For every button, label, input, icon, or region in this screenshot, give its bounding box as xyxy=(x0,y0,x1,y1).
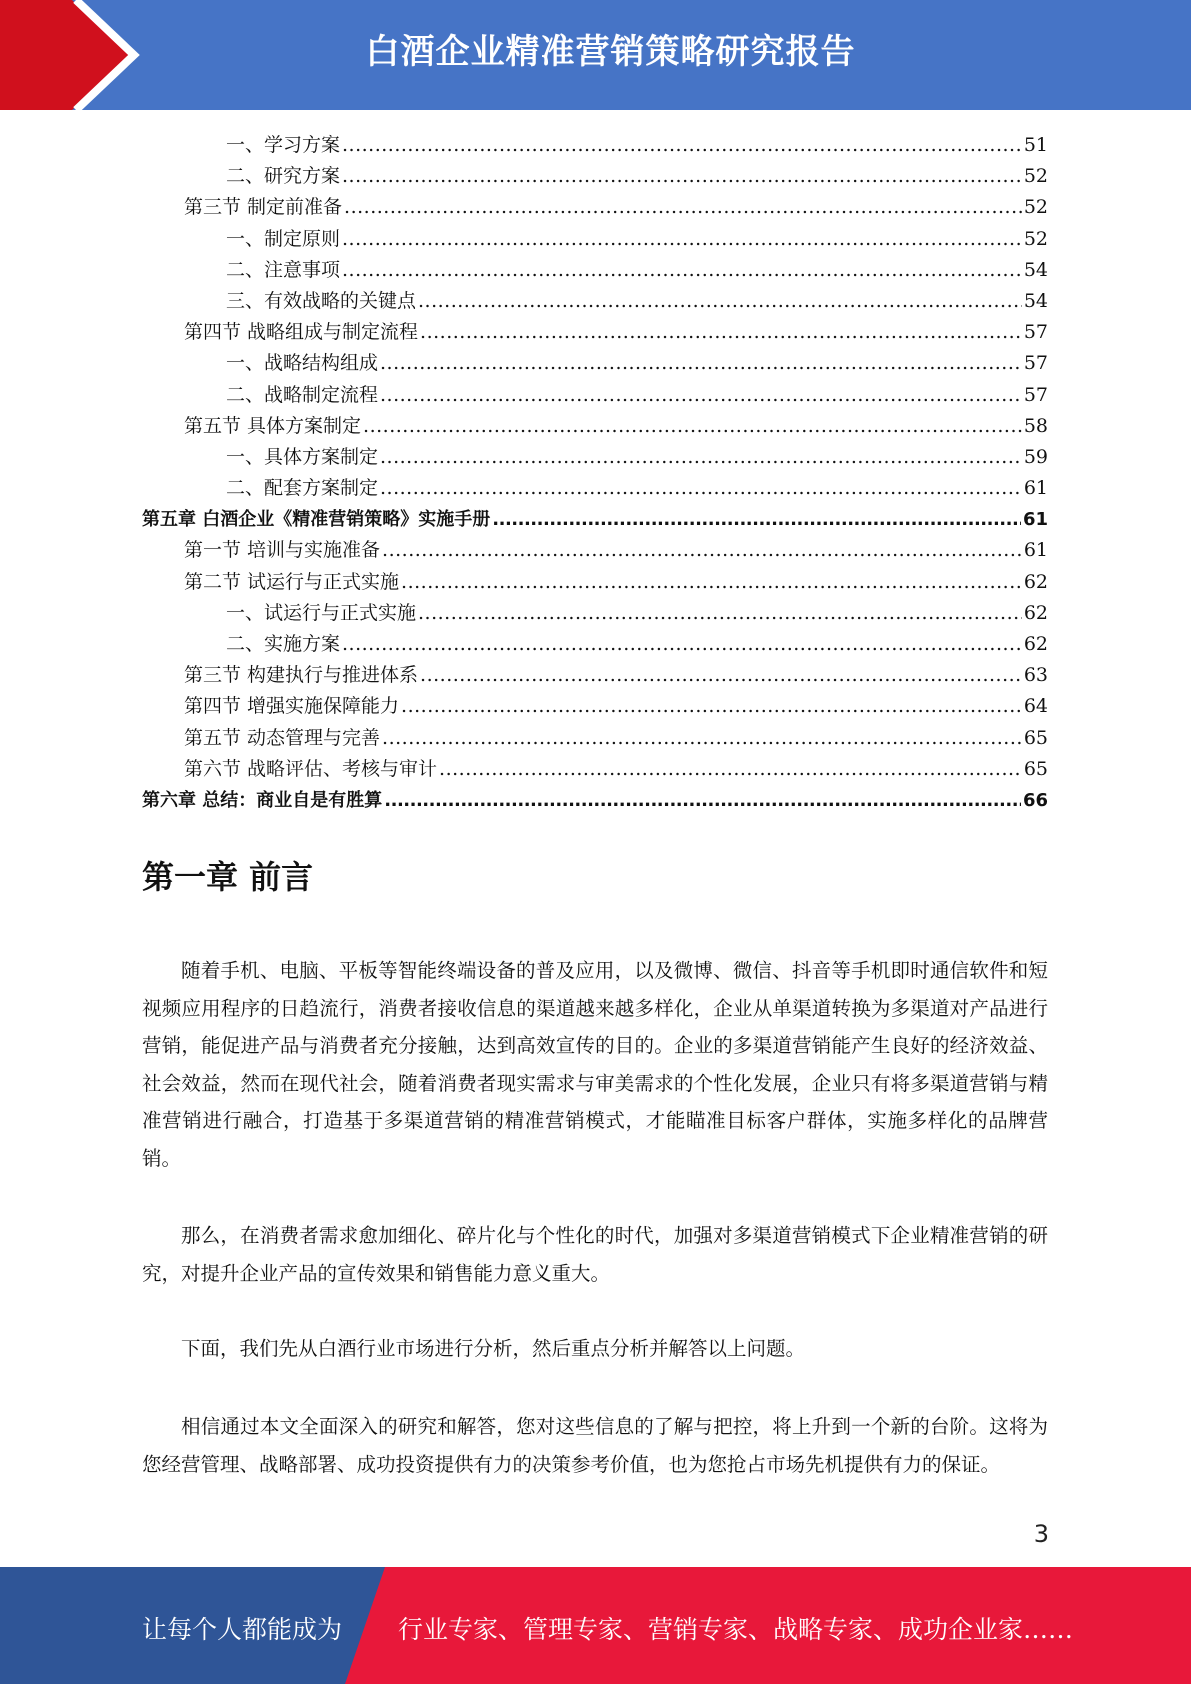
toc-dot-leader xyxy=(384,785,1021,816)
toc-dot-leader xyxy=(342,255,1022,286)
footer-slogan-left: 让每个人都能成为 xyxy=(142,1615,343,1644)
toc-entry-page: 52 xyxy=(1023,165,1048,188)
toc-entry-title: 二、注意事项 xyxy=(226,258,341,281)
toc-entry-page: 57 xyxy=(1023,352,1048,375)
toc-entry[interactable] xyxy=(142,442,1048,473)
footer-slogan-right: 行业专家、管理专家、营销专家、战略专家、成功企业家…… xyxy=(398,1615,1074,1644)
toc-entry-title: 第一节 培训与实施准备 xyxy=(184,539,381,562)
toc-entry-page: 59 xyxy=(1023,445,1048,468)
toc-entry[interactable] xyxy=(142,411,1048,442)
toc-entry-page: 61 xyxy=(1022,509,1048,531)
toc-entry[interactable] xyxy=(142,286,1048,317)
toc-entry-page: 63 xyxy=(1023,664,1048,687)
toc-entry-title: 第六节 战略评估、考核与审计 xyxy=(184,757,438,780)
toc-entry-title: 一、战略结构组成 xyxy=(226,352,379,375)
toc-entry-title: 二、实施方案 xyxy=(226,633,341,655)
toc-entry-page: 51 xyxy=(1023,134,1048,156)
paragraph: 下面，我们先从白酒行业市场进行分析，然后重点分析并解答以上问题。 xyxy=(181,1337,806,1360)
toc-entry[interactable] xyxy=(142,224,1048,255)
toc-entry[interactable] xyxy=(142,723,1048,754)
toc-entry-title: 第五节 动态管理与完善 xyxy=(184,726,381,749)
toc-dot-leader xyxy=(342,629,1022,660)
toc-entry-page: 54 xyxy=(1023,289,1048,312)
toc-dot-leader xyxy=(380,442,1022,473)
toc-entry-page: 57 xyxy=(1023,321,1048,344)
toc-dot-leader xyxy=(342,130,1022,161)
toc-entry[interactable] xyxy=(142,317,1048,348)
toc-dot-leader xyxy=(344,192,1022,223)
toc-entry-page: 52 xyxy=(1023,227,1048,250)
toc-entry-page: 61 xyxy=(1023,539,1048,562)
toc-entry[interactable] xyxy=(142,629,1048,660)
toc-dot-leader xyxy=(420,317,1022,348)
toc-entry-title: 二、配套方案制定 xyxy=(226,477,379,500)
toc-dot-leader xyxy=(420,660,1022,691)
toc-entry-title: 第三节 制定前准备 xyxy=(184,196,343,219)
toc-entry-page: 62 xyxy=(1023,633,1048,655)
toc-entry[interactable] xyxy=(142,473,1048,504)
toc-entry-page: 54 xyxy=(1023,258,1048,281)
toc-entry-page: 52 xyxy=(1023,196,1048,219)
toc-entry-title: 一、制定原则 xyxy=(226,227,341,250)
toc-entry-title: 二、战略制定流程 xyxy=(226,383,379,406)
toc-entry-title: 第二节 试运行与正式实施 xyxy=(184,570,400,593)
toc-entry[interactable] xyxy=(142,598,1048,629)
toc-entry-page: 58 xyxy=(1023,414,1048,437)
toc-entry[interactable] xyxy=(142,660,1048,691)
page-number: 3 xyxy=(1033,1520,1049,1548)
toc-entry-page: 65 xyxy=(1023,726,1048,749)
toc-dot-leader xyxy=(439,754,1022,785)
table-of-contents xyxy=(142,130,1048,816)
toc-entry[interactable] xyxy=(142,567,1048,598)
toc-entry-title: 一、具体方案制定 xyxy=(226,445,379,468)
toc-entry[interactable] xyxy=(142,380,1048,411)
toc-entry-page: 64 xyxy=(1023,695,1048,718)
toc-entry-title: 二、研究方案 xyxy=(226,165,341,188)
toc-entry[interactable] xyxy=(142,535,1048,566)
toc-entry-title: 第四节 战略组成与制定流程 xyxy=(184,321,419,344)
toc-dot-leader xyxy=(363,411,1022,442)
toc-entry-title: 第三节 构建执行与推进体系 xyxy=(184,664,419,687)
toc-entry[interactable] xyxy=(142,691,1048,722)
toc-entry-title: 第六章 总结：商业自是有胜算 xyxy=(142,789,383,811)
toc-entry[interactable] xyxy=(142,348,1048,379)
toc-dot-leader xyxy=(342,161,1022,192)
toc-dot-leader xyxy=(418,598,1022,629)
toc-dot-leader xyxy=(382,723,1022,754)
toc-entry[interactable] xyxy=(142,192,1048,223)
toc-entry[interactable] xyxy=(142,130,1048,161)
toc-dot-leader xyxy=(492,504,1021,535)
page-header xyxy=(0,0,1191,110)
toc-entry-page: 65 xyxy=(1023,757,1048,780)
paragraph: 随着手机、电脑、平板等智能终端设备的普及应用，以及微博、微信、抖音等手机即时通信软件和短视频应用程序的日趋流行，消费者接收信息的渠道越来越多样化，企业从单渠道转换为多渠道对产品进行营销，能促进产品与消费者充分接触，达到高效宣传的目的。企业的多渠道营销能产生良好的经济效益、社会效益，然而在现代社会，随着消费者现实需求与审美需求的个性化发展，企业只有将多渠道营销与精准营销进行融合，打造基于多渠道营销的精准营销模式，才能瞄准目标客户群体，实施多样化的品牌营销。 xyxy=(142,959,1048,1170)
toc-entry-page: 66 xyxy=(1022,789,1048,811)
toc-dot-leader xyxy=(342,224,1022,255)
chapter-title: 第一章 前言 xyxy=(142,858,314,896)
toc-entry-page: 62 xyxy=(1023,570,1048,593)
toc-dot-leader xyxy=(380,473,1022,504)
toc-entry-title: 第四节 增强实施保障能力 xyxy=(184,695,400,718)
toc-dot-leader xyxy=(380,380,1022,411)
toc-entry[interactable] xyxy=(142,754,1048,785)
toc-entry-title: 第五章 白酒企业《精准营销策略》实施手册 xyxy=(142,509,491,531)
toc-dot-leader xyxy=(418,286,1022,317)
toc-dot-leader xyxy=(401,691,1022,722)
toc-entry-page: 62 xyxy=(1023,601,1048,624)
toc-entry-title: 一、学习方案 xyxy=(226,134,341,156)
toc-dot-leader xyxy=(382,535,1022,566)
paragraph: 那么，在消费者需求愈加细化、碎片化与个性化的时代，加强对多渠道营销模式下企业精准营销的研究，对提升企业产品的宣传效果和销售能力意义重大。 xyxy=(142,1224,1048,1285)
toc-dot-leader xyxy=(401,567,1022,598)
toc-dot-leader xyxy=(380,348,1022,379)
report-title: 白酒企业精准营销策略研究报告 xyxy=(365,32,856,72)
toc-entry-page: 57 xyxy=(1023,383,1048,406)
toc-entry[interactable] xyxy=(142,785,1048,816)
toc-entry-page: 61 xyxy=(1023,477,1048,500)
toc-entry-title: 一、试运行与正式实施 xyxy=(226,601,417,624)
toc-entry[interactable] xyxy=(142,161,1048,192)
toc-entry-title: 第五节 具体方案制定 xyxy=(184,414,362,437)
toc-entry-title: 三、有效战略的关键点 xyxy=(226,289,417,312)
paragraph: 相信通过本文全面深入的研究和解答，您对这些信息的了解与把控，将上升到一个新的台阶。这将为您经营管理、战略部署、成功投资提供有力的决策参考价值，也为您抢占市场先机提供有力的保证。 xyxy=(142,1415,1048,1476)
toc-entry[interactable] xyxy=(142,504,1048,535)
toc-entry[interactable] xyxy=(142,255,1048,286)
